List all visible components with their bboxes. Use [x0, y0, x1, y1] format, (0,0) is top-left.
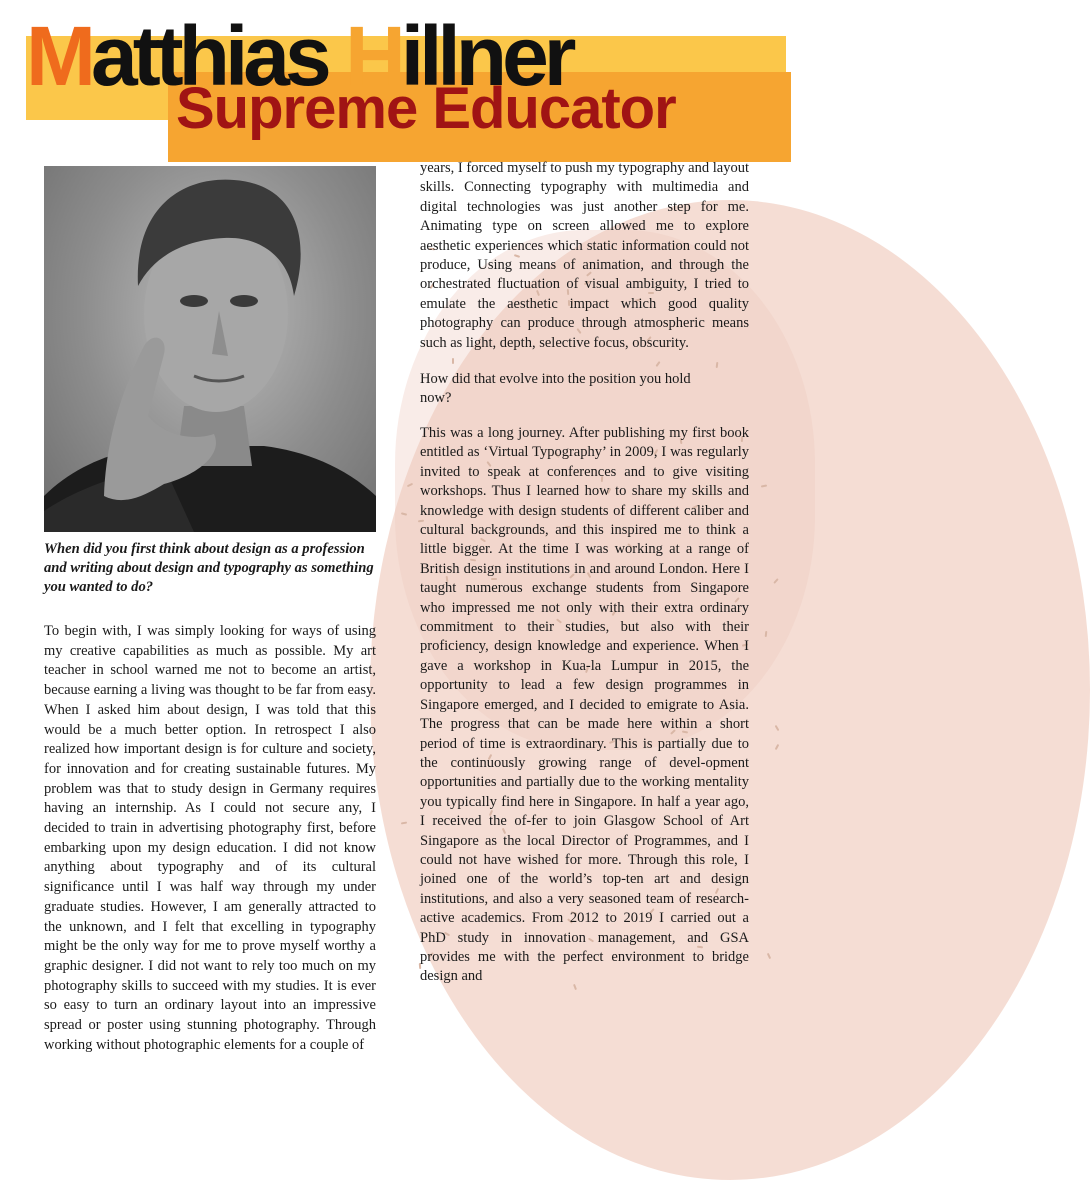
title-initial-first: M [26, 9, 91, 103]
title-first-rest: atthias [90, 9, 346, 103]
decorative-dash [452, 358, 454, 364]
answer-1-left-column: To begin with, I was simply looking for ways of using my creative capabilities as much as possible. My art teacher in school warned me not to become an artist, because earning a living was thought to be far from easy. When I asked him about design, I was told that this would be a much better option. In retrospect I also realized how important design is for culture and society, for innovation and for creating sustainable futures. My problem was that to study design in Germany requires having an internship. As I could not secure any, I decided to train in advertising photography first, before embarking upon my design education. I did not know anything about typography and of its cultural significance until I was half way through my under graduate studies. However, I am generally attracted to the unknown, and I felt that excelling in typography might be the only way for me to prove myself worthy a graphic designer. I did not want to rely too much on my photography skills to succeed with my studies. It is ever so easy to turn an ordinary layout into an impressive spread or poster using stunning photography. Through working without photographic elements for a couple of [44, 623, 376, 1053]
decorative-dash [764, 631, 767, 637]
portrait-photo [44, 166, 376, 532]
portrait-illustration [44, 166, 376, 532]
answer-1-right-column: years, I forced myself to push my typography and layout skills. Connecting typography with multimedia and digital technologies was just another step for me. Animating type on screen allowed me to explore aesthetic experiences which static information could not produce, Using means of animation, and through the orchestrated fluctuation of visual ambiguity, I tried to emulate the aesthetic impact which good quality photography can produce through atmospheric means such as light, depth, selective focus, obscurity. [420, 160, 749, 351]
interview-question-2: How did that evolve into the position you hold now? [420, 371, 691, 407]
title-initial-last: H [345, 9, 401, 103]
answer-2: This was a long journey. After publishing my first book entitled as ‘Virtual Typography’ in 2009, I was regularly invited to speak at conferences and to give visiting workshops. Thus I learned how to share my skills and knowledge with design students of different caliber and cultural backgrounds, and this inspired me to think a little bigger. At the time I was working at a range of British design institutions in and around London. Here I taught numerous exchange students from Singapore who impressed me not only with their extra ordinary commitment to their studies, but also with their proficiency, design knowledge and experience. When I gave a workshop in Kua-la Lumpur in 2015, the opportunity to lead a few design programmes in Singapore emerged, and I decided to emigrate to Asia. The progress that can be made here within a short period of time is extraordinary. This is partially due to the continuously growing range of devel-opment opportunities and partially due to the working mentality you typically find here in Singapore. In half a year ago, I received the of-fer to join Glasgow School of Art Singapore as the local Director of Programmes, and I could not have wished for more. Through this role, I joined one of the world’s top-ten art and design institutions, and also a very seasoned team of research-active academics. From 2012 to 2019 I carried out a PhD study in innovation management, and GSA provides me with the perfect environment to bridge design and [420, 425, 749, 985]
title-last-rest: illner [400, 9, 572, 103]
page-subtitle: Supreme Educator [176, 76, 676, 141]
decorative-dash [715, 361, 718, 367]
interview-question-1: When did you first think about design as a profession and writing about design and typography as something you wanted to do? [44, 541, 374, 595]
